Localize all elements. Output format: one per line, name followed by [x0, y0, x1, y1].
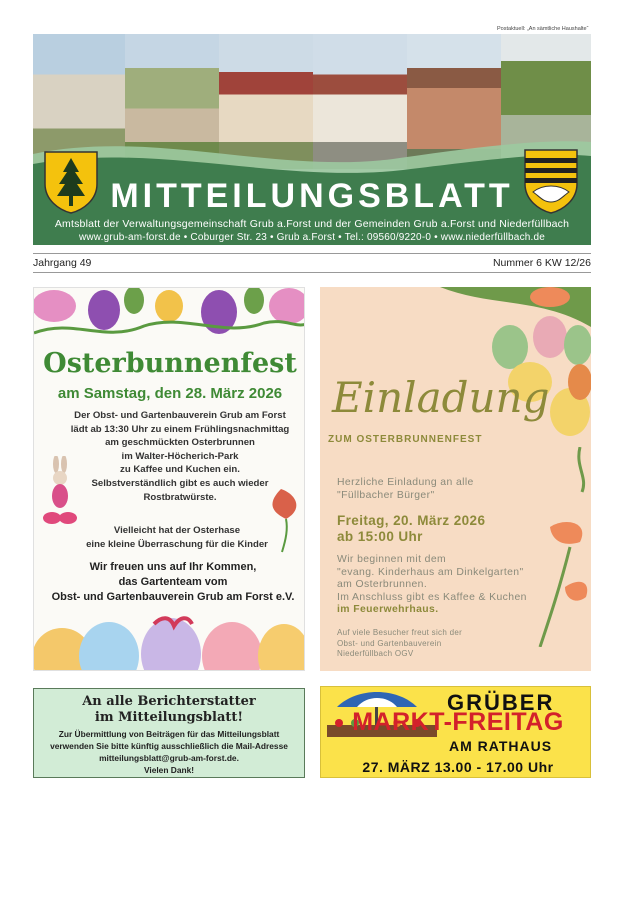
einladung-body [337, 554, 527, 617]
einladung-date [337, 513, 485, 545]
easter-eggs-tulips-icon [430, 287, 591, 447]
flower-border-top-icon [34, 288, 305, 348]
masthead-title: MITTEILUNGSBLATT [110, 177, 514, 215]
text-line: Der Obst- und Gartenbauverein Grub am Forst [74, 410, 286, 421]
text-line: im Walter-Höcherich-Park [121, 450, 239, 462]
text-line: Wir freuen uns auf Ihr Kommen, [89, 561, 257, 573]
easter-eggs-icon [34, 606, 305, 671]
text-line: "evang. Kinderhaus am Dinkelgarten" [337, 566, 524, 578]
poster-date: am Samstag, den 28. März 2026 [57, 385, 283, 402]
text-line: Herzliche Einladung an alle [337, 477, 474, 488]
masthead-contact: www.grub-am-forst.de • Coburger Str. 23 • Grub a.Forst • Tel.: 09560/9220-0 • www.niederfüllbach.de [78, 232, 546, 243]
poster-title: Osterbunnenfest [43, 348, 297, 379]
tulips-icon [520, 447, 591, 647]
text-line: zu Kaffee und Kuchen ein. [120, 464, 240, 476]
divider-bottom [33, 272, 591, 273]
text-line: eine kleine Überraschung für die Kinder [86, 538, 268, 550]
masthead-subtitle: Amtsblatt der Verwaltungsgemeinschaft Grub a.Forst und der Gemeinden Grub a.Forst und Niederfüllbach [54, 218, 570, 230]
text-line: im Mitteilungsblatt! [94, 710, 244, 725]
poster-hase-text [62, 524, 292, 551]
text-line: Vielen Dank! [143, 765, 195, 775]
einladung-location: im Feuerwehrhaus. [337, 604, 439, 615]
grub-coat-of-arms-icon [43, 150, 99, 214]
text-line: ab 15:00 Uhr [337, 529, 423, 544]
markt-freitag-ad [320, 686, 591, 778]
poster-closing [48, 560, 298, 605]
text-line: das Gartenteam vom [118, 576, 228, 588]
osterbrunnenfest-poster [33, 287, 305, 671]
einladung-subtitle: ZUM OSTERBRUNNENFEST [328, 434, 483, 445]
text-line: Obst- und Gartenbauverein Grub am Forst e.V. [51, 591, 295, 603]
text-line: verwenden Sie bitte künftig ausschließlich die Mail-Adresse [50, 741, 288, 751]
notice-heading [34, 694, 304, 726]
issue-number: Nummer 6 KW 12/26 [492, 257, 591, 269]
text-line: Rostbratwürste. [143, 491, 217, 503]
issue-volume: Jahrgang 49 [33, 257, 92, 269]
text-line: Im Anschluss gibt es Kaffee & Kuchen [337, 591, 527, 603]
text-line: Obst- und Gartenbauverein [337, 638, 442, 648]
text-line: "Füllbacher Bürger" [337, 489, 435, 501]
market-title: MARKT-FREITAG [352, 708, 564, 736]
notice-body [34, 728, 304, 776]
einladung-poster [320, 287, 591, 671]
text-line: am geschmückten Osterbrunnen [105, 437, 255, 449]
niederfuellbach-coat-of-arms-icon [523, 148, 579, 214]
text-line: Wir beginnen mit dem [337, 554, 447, 565]
reporter-notice-box [33, 688, 305, 778]
text-line: Selbstverständlich gibt es auch wieder [91, 477, 269, 489]
market-brand: GRÜBER [447, 690, 555, 715]
notice-email: mitteilungsblatt@grub-am-forst.de. [99, 753, 239, 763]
divider-top [33, 253, 591, 254]
text-line: Vielleicht hat der Osterhase [113, 525, 241, 536]
market-place: AM RATHAUS [449, 738, 553, 754]
market-date: 27. MÄRZ 13.00 - 17.00 Uhr [362, 759, 554, 775]
einladung-title: Einladung [332, 373, 550, 422]
masthead [33, 34, 591, 245]
text-line: lädt ab 13:30 Uhr zu einem Frühlingsnachmittag [70, 423, 290, 435]
einladung-intro [337, 477, 474, 502]
text-line: Niederfüllbach OGV [337, 649, 414, 658]
text-line: Zur Übermittlung von Beiträgen für das Mitteilungsblatt [58, 729, 280, 739]
text-line: Freitag, 20. März 2026 [337, 513, 486, 528]
easter-bunny-icon [40, 456, 80, 526]
text-line: am Osterbrunnen. [337, 579, 428, 590]
text-line: An alle Berichterstatter [82, 694, 256, 709]
einladung-footer [337, 628, 462, 660]
text-line: Auf viele Besucher freut sich der [337, 628, 463, 637]
postal-note: Postaktuell: „An sämtliche Haushalte“ [497, 26, 589, 32]
